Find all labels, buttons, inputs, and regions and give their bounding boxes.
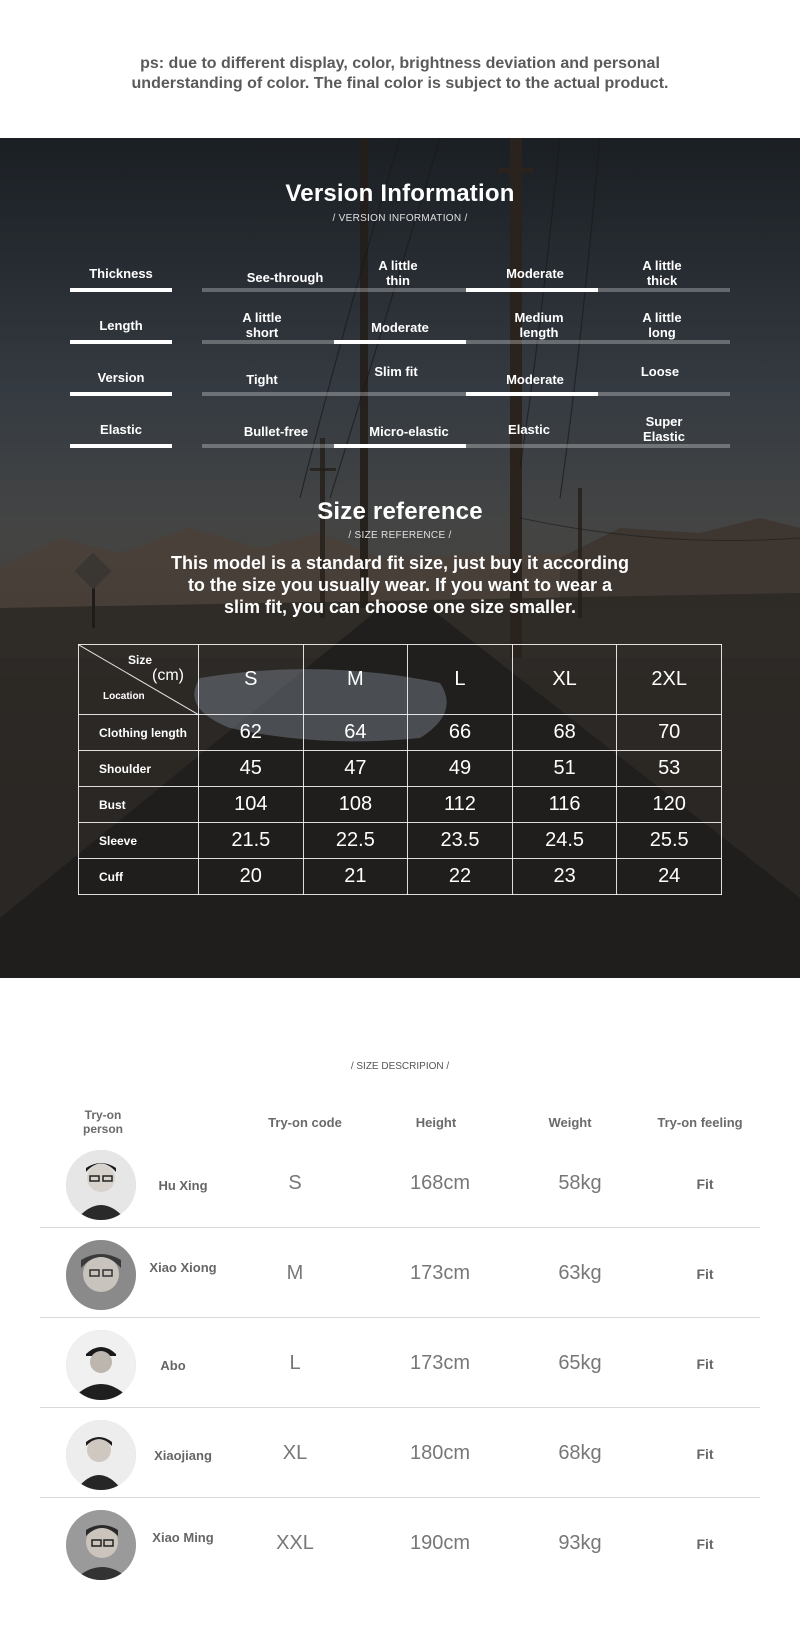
size-col-header: M bbox=[303, 645, 408, 715]
size-cell: 21.5 bbox=[199, 823, 304, 859]
version-row-elastic bbox=[0, 414, 800, 466]
tryon-person-name: Hu Xing bbox=[158, 1178, 208, 1193]
color-disclaimer bbox=[0, 54, 800, 94]
version-scale-selected bbox=[466, 392, 598, 396]
header-tryon-feeling: Try-on feeling bbox=[657, 1115, 743, 1130]
size-cell: 51 bbox=[512, 751, 617, 787]
version-scale-track bbox=[202, 340, 730, 344]
size-cell: 22.5 bbox=[303, 823, 408, 859]
version-row-label: Version bbox=[97, 370, 145, 385]
version-option: Loose bbox=[640, 364, 680, 379]
version-option: Medium length bbox=[514, 310, 564, 340]
version-option: See-through bbox=[246, 270, 324, 285]
size-cell: 47 bbox=[303, 751, 408, 787]
fit-advice-line2: to the size you usually wear. If you want to wear a bbox=[187, 575, 613, 595]
color-disclaimer-line1: ps: due to different display, color, brightness deviation and personal bbox=[140, 55, 660, 72]
fit-advice-line1: This model is a standard fit size, just buy it according bbox=[170, 553, 630, 573]
size-cell: 22 bbox=[408, 859, 513, 895]
size-reference-subtitle: / SIZE REFERENCE / bbox=[348, 530, 452, 541]
tryon-feeling: Fit bbox=[696, 1176, 714, 1192]
size-row-label: Bust bbox=[79, 787, 199, 823]
corner-unit-label: (cm) bbox=[152, 667, 184, 684]
tryon-person-name: Xiao Xiong bbox=[149, 1260, 217, 1275]
tryon-code: S bbox=[288, 1172, 302, 1194]
tryon-row bbox=[40, 1318, 760, 1408]
tryon-person-name: Xiaojiang bbox=[154, 1448, 212, 1463]
size-cell: 70 bbox=[617, 715, 722, 751]
size-cell: 120 bbox=[617, 787, 722, 823]
size-row-label: Shoulder bbox=[79, 751, 199, 787]
fit-advice bbox=[0, 552, 800, 618]
version-size-panel bbox=[0, 138, 800, 978]
size-cell: 112 bbox=[408, 787, 513, 823]
tryon-row bbox=[40, 1498, 760, 1588]
size-col-header: L bbox=[408, 645, 513, 715]
version-option: Elastic bbox=[508, 422, 550, 437]
size-row-label: Sleeve bbox=[79, 823, 199, 859]
color-disclaimer-line2: understanding of color. The final color is subject to the actual product. bbox=[131, 75, 669, 92]
version-option: A little thin bbox=[378, 258, 418, 288]
size-cell: 23.5 bbox=[408, 823, 513, 859]
fit-advice-line3: slim fit, you can choose one size smaller. bbox=[223, 597, 577, 617]
tryon-height: 173cm bbox=[409, 1352, 471, 1374]
version-option: Micro-elastic bbox=[369, 424, 449, 439]
tryon-weight: 93kg bbox=[558, 1532, 602, 1554]
size-row-bust bbox=[79, 787, 722, 823]
size-col-header: 2XL bbox=[617, 645, 722, 715]
version-scale-track bbox=[202, 444, 730, 448]
version-row-label-bar bbox=[70, 392, 172, 396]
avatar bbox=[66, 1510, 136, 1580]
size-cell: 20 bbox=[199, 859, 304, 895]
size-col-header: XL bbox=[512, 645, 617, 715]
tryon-person-name: Abo bbox=[160, 1358, 186, 1373]
version-row-label-bar bbox=[70, 340, 172, 344]
tryon-height: 190cm bbox=[409, 1532, 471, 1554]
size-reference-title: Size reference bbox=[317, 498, 483, 525]
version-row-label: Thickness bbox=[89, 266, 153, 281]
size-cell: 23 bbox=[512, 859, 617, 895]
corner-size-label: Size bbox=[128, 653, 153, 667]
tryon-height: 173cm bbox=[409, 1262, 471, 1284]
avatar bbox=[66, 1330, 136, 1400]
tryon-code: M bbox=[286, 1262, 304, 1284]
tryon-row bbox=[40, 1228, 760, 1318]
size-row-cuff bbox=[79, 859, 722, 895]
version-option: Slim fit bbox=[374, 364, 418, 379]
tryon-feeling: Fit bbox=[696, 1446, 714, 1462]
tryon-height: 168cm bbox=[409, 1172, 471, 1194]
tryon-person-name: Xiao Ming bbox=[152, 1530, 214, 1545]
version-option: A little thick bbox=[642, 258, 682, 288]
version-row-label: Elastic bbox=[100, 422, 142, 437]
size-row-clothing-length bbox=[79, 715, 722, 751]
header-tryon-code: Try-on code bbox=[268, 1115, 342, 1130]
size-header-row bbox=[79, 645, 722, 715]
header-tryon-person: Try-on person bbox=[82, 1108, 123, 1136]
version-scale-selected bbox=[334, 444, 466, 448]
avatar bbox=[66, 1150, 136, 1220]
version-scale-selected bbox=[334, 340, 466, 344]
size-cell: 45 bbox=[199, 751, 304, 787]
version-option: A little long bbox=[642, 310, 682, 340]
version-row-label-bar bbox=[70, 288, 172, 292]
version-option: Moderate bbox=[506, 266, 564, 281]
tryon-feeling: Fit bbox=[696, 1356, 714, 1372]
version-info-title: Version Information bbox=[285, 180, 515, 207]
size-row-label: Clothing length bbox=[79, 715, 199, 751]
tryon-row bbox=[40, 1138, 760, 1228]
version-option: Super Elastic bbox=[643, 414, 685, 444]
tryon-feeling: Fit bbox=[696, 1536, 714, 1552]
size-cell: 24 bbox=[617, 859, 722, 895]
header-height: Height bbox=[415, 1115, 457, 1130]
tryon-weight: 63kg bbox=[558, 1262, 602, 1284]
version-option: Moderate bbox=[371, 320, 429, 335]
version-option: A little short bbox=[242, 310, 282, 340]
version-row-version bbox=[0, 362, 800, 414]
version-row-label-bar bbox=[70, 444, 172, 448]
size-cell: 66 bbox=[408, 715, 513, 751]
size-cell: 49 bbox=[408, 751, 513, 787]
corner-location-label: Location bbox=[103, 691, 145, 702]
tryon-row bbox=[40, 1408, 760, 1498]
tryon-weight: 68kg bbox=[558, 1442, 602, 1464]
version-scale-selected bbox=[466, 288, 598, 292]
size-cell: 53 bbox=[617, 751, 722, 787]
tryon-code: L bbox=[289, 1352, 301, 1374]
size-row-shoulder bbox=[79, 751, 722, 787]
size-chart-table bbox=[78, 644, 722, 895]
size-cell: 116 bbox=[512, 787, 617, 823]
tryon-height: 180cm bbox=[409, 1442, 471, 1464]
tryon-code: XXL bbox=[276, 1532, 314, 1554]
version-row-label: Length bbox=[99, 318, 143, 333]
version-row-thickness bbox=[0, 258, 800, 310]
version-option: Tight bbox=[246, 372, 278, 387]
size-cell: 24.5 bbox=[512, 823, 617, 859]
size-cell: 64 bbox=[303, 715, 408, 751]
tryon-weight: 65kg bbox=[558, 1352, 602, 1374]
size-table-corner bbox=[79, 645, 199, 715]
size-description-subtitle: / SIZE DESCRIPION / bbox=[350, 1061, 450, 1072]
size-cell: 108 bbox=[303, 787, 408, 823]
avatar bbox=[66, 1240, 136, 1310]
version-row-length bbox=[0, 310, 800, 362]
size-cell: 25.5 bbox=[617, 823, 722, 859]
size-cell: 68 bbox=[512, 715, 617, 751]
tryon-code: XL bbox=[282, 1442, 308, 1464]
avatar bbox=[66, 1420, 136, 1490]
version-info-subtitle: / VERSION INFORMATION / bbox=[332, 213, 468, 224]
size-row-label: Cuff bbox=[79, 859, 199, 895]
size-cell: 62 bbox=[199, 715, 304, 751]
size-row-sleeve bbox=[79, 823, 722, 859]
tryon-feeling: Fit bbox=[696, 1266, 714, 1282]
header-weight: Weight bbox=[548, 1115, 592, 1130]
version-option: Moderate bbox=[506, 372, 564, 387]
tryon-weight: 58kg bbox=[558, 1172, 602, 1194]
version-option: Bullet-free bbox=[243, 424, 309, 439]
size-cell: 104 bbox=[199, 787, 304, 823]
size-cell: 21 bbox=[303, 859, 408, 895]
size-col-header: S bbox=[199, 645, 304, 715]
